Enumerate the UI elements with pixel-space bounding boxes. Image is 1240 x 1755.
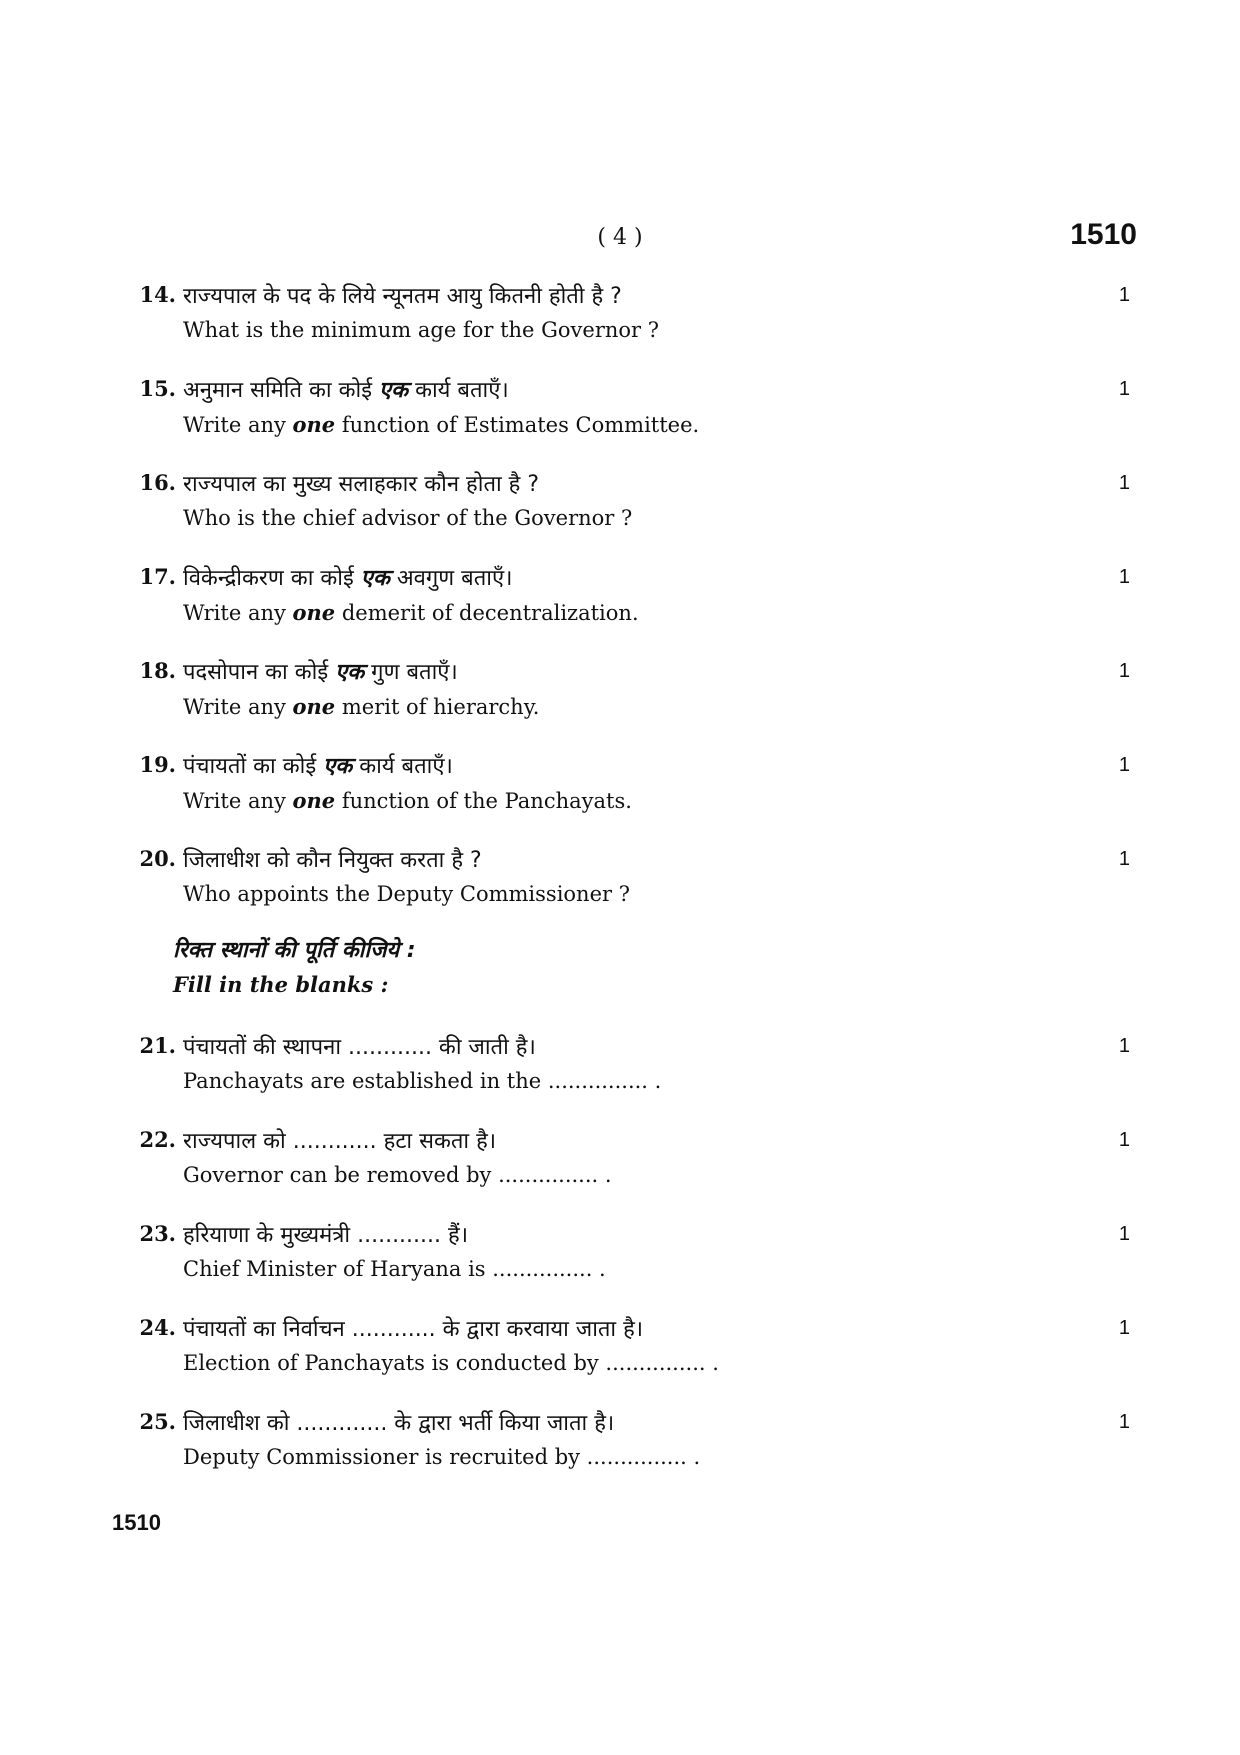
question-marks: 1 bbox=[1118, 472, 1130, 494]
question-text-hindi bbox=[183, 374, 509, 404]
question-marks: 1 bbox=[1118, 754, 1130, 776]
question-text-english: Panchayats are established in the ............... . bbox=[183, 1069, 662, 1093]
question-text-english: Chief Minister of Haryana is ............... . bbox=[183, 1257, 606, 1281]
emphasis-text: one bbox=[292, 412, 336, 437]
question-text-english: Election of Panchayats is conducted by ............... . bbox=[183, 1351, 719, 1375]
text-segment: गुण बताएँ। bbox=[364, 660, 458, 685]
question-text-hindi: पंचायतों का निर्वाचन ............ के द्वारा करवाया जाता है। bbox=[183, 1317, 644, 1342]
question-number: 18. bbox=[139, 658, 176, 683]
emphasis-text: एक bbox=[323, 754, 353, 779]
question-text-hindi: राज्यपाल का मुख्य सलाहकार कौन होता है ? bbox=[183, 472, 540, 497]
question-text-english bbox=[183, 788, 632, 813]
text-segment: Write any bbox=[183, 601, 293, 625]
question-text-english: Who is the chief advisor of the Governor ? bbox=[183, 506, 633, 530]
question-text-hindi: हरियाणा के मुख्यमंत्री ............ हैं। bbox=[183, 1223, 469, 1248]
question-text-hindi bbox=[183, 562, 512, 592]
question-14 bbox=[120, 280, 1130, 356]
question-text-hindi: राज्यपाल को ............ हटा सकता है। bbox=[183, 1129, 497, 1154]
question-number: 15. bbox=[139, 376, 176, 401]
emphasis-text: एक bbox=[360, 566, 390, 591]
text-segment: कार्य बताएँ। bbox=[408, 378, 509, 403]
question-number: 23. bbox=[139, 1221, 176, 1246]
question-number: 21. bbox=[139, 1033, 176, 1058]
question-marks: 1 bbox=[1118, 566, 1130, 588]
question-text-english bbox=[183, 600, 639, 625]
question-22 bbox=[120, 1125, 1130, 1201]
question-19 bbox=[120, 750, 1130, 826]
question-marks: 1 bbox=[1118, 848, 1130, 870]
page-number: ( 4 ) bbox=[597, 225, 643, 250]
question-21 bbox=[120, 1031, 1130, 1107]
text-segment: Write any bbox=[183, 789, 293, 813]
question-text-english: Deputy Commissioner is recruited by ............... . bbox=[183, 1445, 701, 1469]
question-text-hindi bbox=[183, 656, 458, 686]
text-segment: Write any bbox=[183, 695, 293, 719]
question-25 bbox=[120, 1407, 1130, 1483]
question-text-hindi: राज्यपाल के पद के लिये न्यूनतम आयु कितनी होती है ? bbox=[183, 284, 622, 309]
question-text-english: Governor can be removed by ............... . bbox=[183, 1163, 612, 1187]
question-marks: 1 bbox=[1118, 1223, 1130, 1245]
question-marks: 1 bbox=[1118, 1129, 1130, 1151]
text-segment: demerit of decentralization. bbox=[335, 601, 639, 625]
emphasis-text: one bbox=[292, 788, 336, 813]
question-23 bbox=[120, 1219, 1130, 1295]
question-marks: 1 bbox=[1118, 1035, 1130, 1057]
question-18 bbox=[120, 656, 1130, 732]
question-marks: 1 bbox=[1118, 1411, 1130, 1433]
text-segment: function of the Panchayats. bbox=[335, 789, 632, 813]
section-heading-hindi: रिक्त स्थानों की पूर्ति कीजिये : bbox=[173, 938, 416, 963]
question-text-english bbox=[183, 412, 699, 437]
paper-code-footer: 1510 bbox=[112, 1510, 161, 1535]
text-segment: पदसोपान का कोई bbox=[183, 660, 336, 685]
text-segment: merit of hierarchy. bbox=[335, 695, 540, 719]
text-segment: कार्य बताएँ। bbox=[352, 754, 453, 779]
text-segment: Write any bbox=[183, 413, 293, 437]
paper-code-header: 1510 bbox=[1070, 218, 1137, 251]
emphasis-text: one bbox=[292, 600, 336, 625]
question-text-hindi: पंचायतों की स्थापना ............ की जाती है। bbox=[183, 1035, 536, 1060]
question-number: 22. bbox=[139, 1127, 176, 1152]
question-marks: 1 bbox=[1118, 660, 1130, 682]
question-number: 16. bbox=[139, 470, 176, 495]
question-number: 25. bbox=[139, 1409, 176, 1434]
question-24 bbox=[120, 1313, 1130, 1389]
question-number: 17. bbox=[139, 564, 176, 589]
question-15 bbox=[120, 374, 1130, 450]
question-marks: 1 bbox=[1118, 378, 1130, 400]
emphasis-text: one bbox=[292, 694, 336, 719]
text-segment: अवगुण बताएँ। bbox=[389, 566, 513, 591]
question-number: 20. bbox=[139, 846, 176, 871]
emphasis-text: एक bbox=[379, 378, 409, 403]
question-17 bbox=[120, 562, 1130, 638]
question-text-english bbox=[183, 694, 539, 719]
question-number: 19. bbox=[139, 752, 176, 777]
question-16 bbox=[120, 468, 1130, 544]
emphasis-text: एक bbox=[335, 660, 365, 685]
section-heading-english: Fill in the blanks : bbox=[173, 972, 389, 997]
text-segment: पंचायतों का कोई bbox=[183, 754, 324, 779]
question-number: 14. bbox=[139, 282, 176, 307]
question-number: 24. bbox=[139, 1315, 176, 1340]
question-20 bbox=[120, 844, 1130, 920]
question-text-english: What is the minimum age for the Governor ? bbox=[183, 318, 660, 342]
question-text-english: Who appoints the Deputy Commissioner ? bbox=[183, 882, 630, 906]
question-marks: 1 bbox=[1118, 1317, 1130, 1339]
text-segment: function of Estimates Committee. bbox=[335, 413, 700, 437]
question-text-hindi bbox=[183, 750, 453, 780]
question-text-hindi: जिलाधीश को ............. के द्वारा भर्ती किया जाता है। bbox=[183, 1411, 615, 1436]
text-segment: विकेन्द्रीकरण का कोई bbox=[183, 566, 361, 591]
text-segment: अनुमान समिति का कोई bbox=[183, 378, 380, 403]
question-text-hindi: जिलाधीश को कौन नियुक्त करता है ? bbox=[183, 848, 482, 873]
question-marks: 1 bbox=[1118, 284, 1130, 306]
